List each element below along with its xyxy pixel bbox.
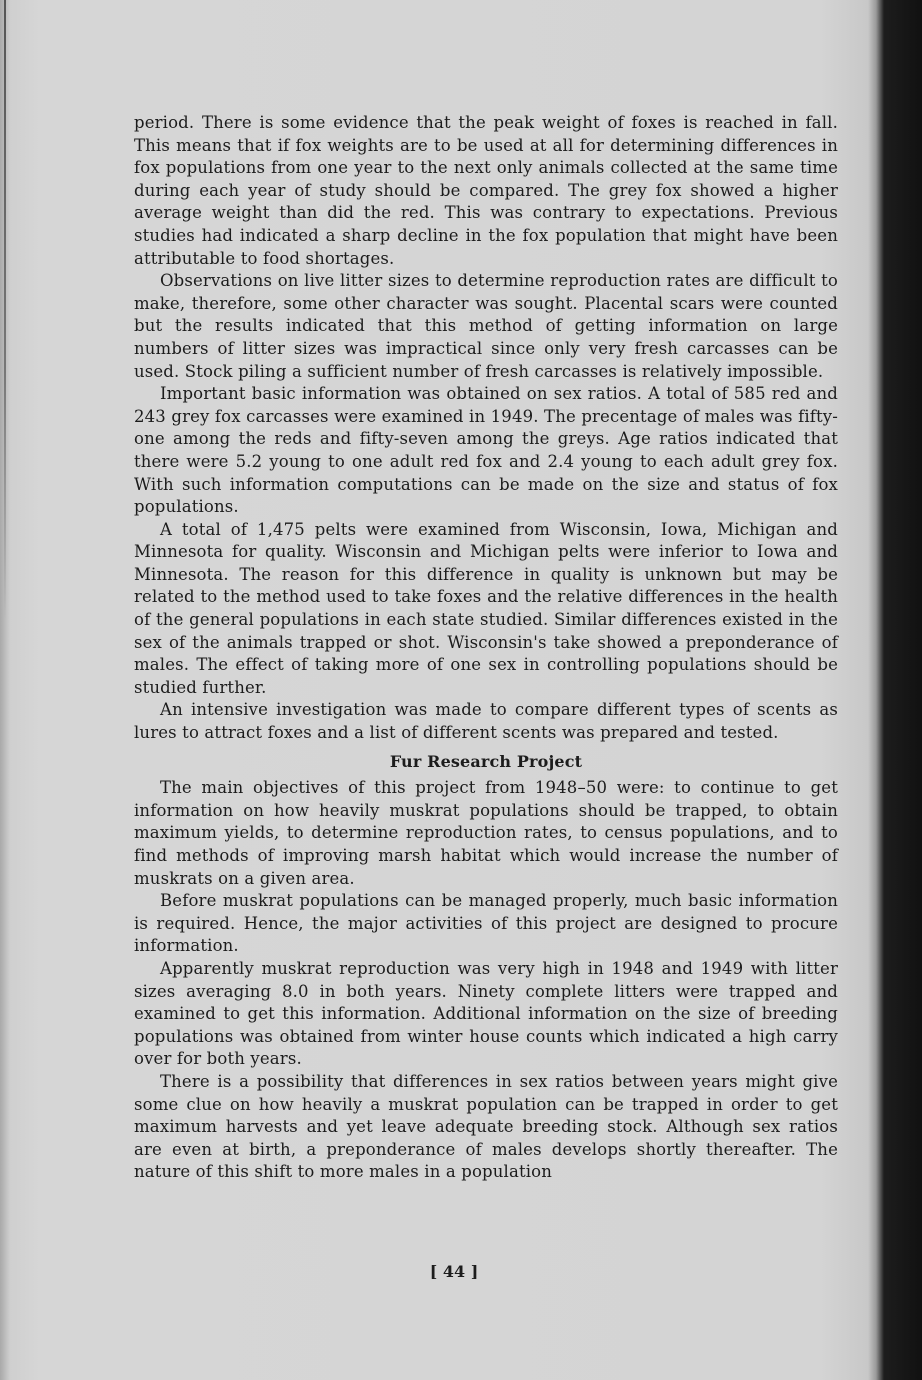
paragraph-objectives: The main objectives of this project from 1948–50 were: to continue to get information on how heavily muskrat populations should be trapped, to obtain maximum yields, to determine reproduction rates, to census populations, and to find methods of improving marsh habitat which would increase the number of muskrats on a given area.: [134, 778, 838, 888]
paragraph-sex-ratios: Important basic information was obtained on sex ratios. A total of 585 red and 243 grey fox carcasses were examined in 1949. The precentage of males was fifty-one among the reds and fifty-seven among the greys. Age ratios indicated that there were 5.2 young to one adult red fox and 2.4 young to each adult grey fox. With such information computations can be made on the size and status of fox populations.: [134, 384, 838, 517]
page-number: [ 44 ]: [429, 1262, 479, 1281]
paragraph-sex-ratio-shift: There is a possibility that differences in sex ratios between years might give some clue on how heavily a muskrat population can be trapped in order to get maximum harvests and yet leave adequate breeding stock. Although sex ratios are even at birth, a preponderance of males develops shortly thereafter. The nature of this shift to more males in a population: [134, 1071, 838, 1182]
section-heading: Fur Research Project: [389, 751, 583, 771]
paragraph-reproduction: Apparently muskrat reproduction was very high in 1948 and 1949 with litter sizes averaging 8.0 in both years. Ninety complete litters were trapped and examined to get this information. Additional information on the size of breeding populations was obtained from winter house counts which indicated a high carry over for both years.: [134, 958, 838, 1069]
paragraph-fox-weights: period. There is some evidence that the peak weight of foxes is reached in fall. This means that if fox weights are to be used at all for determining differences in fox populations from one year to the next only animals collected at the same time during each year of study should be compared. The grey fox showed a higher average weight than did the red. This was contrary to expectations. Previous studies had indicated a sharp decline in the fox population that might have been attributable to food shortages.: [134, 113, 838, 268]
page-body: [134, 112, 838, 1184]
binding-edge: [4, 0, 6, 620]
paragraph-litter-sizes: Observations on live litter sizes to determine reproduction rates are difficult to make, therefore, some other character was sought. Placental scars were counted but the results indicated that this method of getting information on large numbers of litter sizes was impractical since only very fresh carcasses can be used. Stock piling a sufficient number of fresh carcasses is relatively impossible.: [134, 271, 838, 381]
paragraph-scents: An intensive investigation was made to compare different types of scents as lures to attract foxes and a list of different scents was prepared and tested.: [134, 700, 838, 743]
paragraph-pelt-quality: A total of 1,475 pelts were examined from Wisconsin, Iowa, Michigan and Minnesota for quality. Wisconsin and Michigan pelts were inferior to Iowa and Minnesota. The reason for this difference in quality is unknown but may be related to the method used to take foxes and the relative differences in the health of the general populations in each state studied. Similar differences existed in the sex of the animals trapped or shot. Wisconsin's take showed a preponderance of males. The effect of taking more of one sex in controlling populations should be studied further.: [134, 519, 838, 697]
paragraph-basic-information: Before muskrat populations can be managed properly, much basic information is required. Hence, the major activities of this project are designed to procure information.: [134, 891, 838, 956]
